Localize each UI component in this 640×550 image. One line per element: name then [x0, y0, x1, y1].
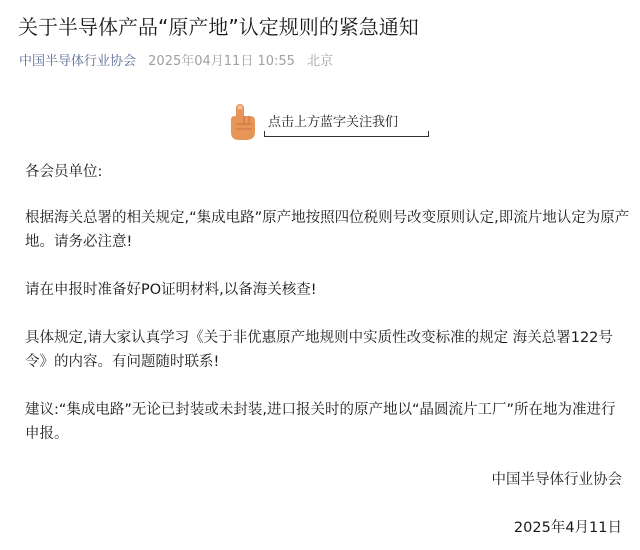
signature-organization: 中国半导体行业协会 [491, 472, 622, 488]
follow-banner[interactable] [220, 100, 430, 146]
paragraph-suggestion: 建议:“集成电路”无论已封装或未封装,进口报关时的原产地以“晶圆流片工厂”所在地为准进行申报。 [25, 402, 616, 442]
salutation: 各会员单位: [25, 164, 103, 180]
underline-tick-left [264, 131, 265, 137]
publish-location: 北京 [307, 54, 334, 69]
follow-underline [264, 136, 429, 137]
article-meta [19, 52, 341, 72]
article-title: 关于半导体产品“原产地”认定规则的紧急通知 [18, 15, 419, 39]
paragraph-rule: 根据海关总署的相关规定,“集成电路”原产地按照四位税则号改变原则认定,即流片地认定为原产地。请务必注意! [25, 210, 630, 250]
publish-datetime: 2025年04月11日 10:55 [148, 54, 295, 69]
follow-prompt-text: 点击上方蓝字关注我们 [268, 115, 399, 130]
paragraph-study: 具体规定,请大家认真学习《关于非优惠原产地规则中实质性改变标准的规定 海关总署122号令》的内容。有问题随时联系! [25, 330, 613, 370]
paragraph-documents: 请在申报时准备好PO证明材料,以备海关核查! [25, 282, 317, 298]
signature-date: 2025年4月11日 [513, 520, 622, 536]
account-name-link[interactable]: 中国半导体行业协会 [19, 54, 137, 69]
underline-tick-right [428, 131, 429, 137]
pointing-hand-icon [224, 102, 258, 142]
